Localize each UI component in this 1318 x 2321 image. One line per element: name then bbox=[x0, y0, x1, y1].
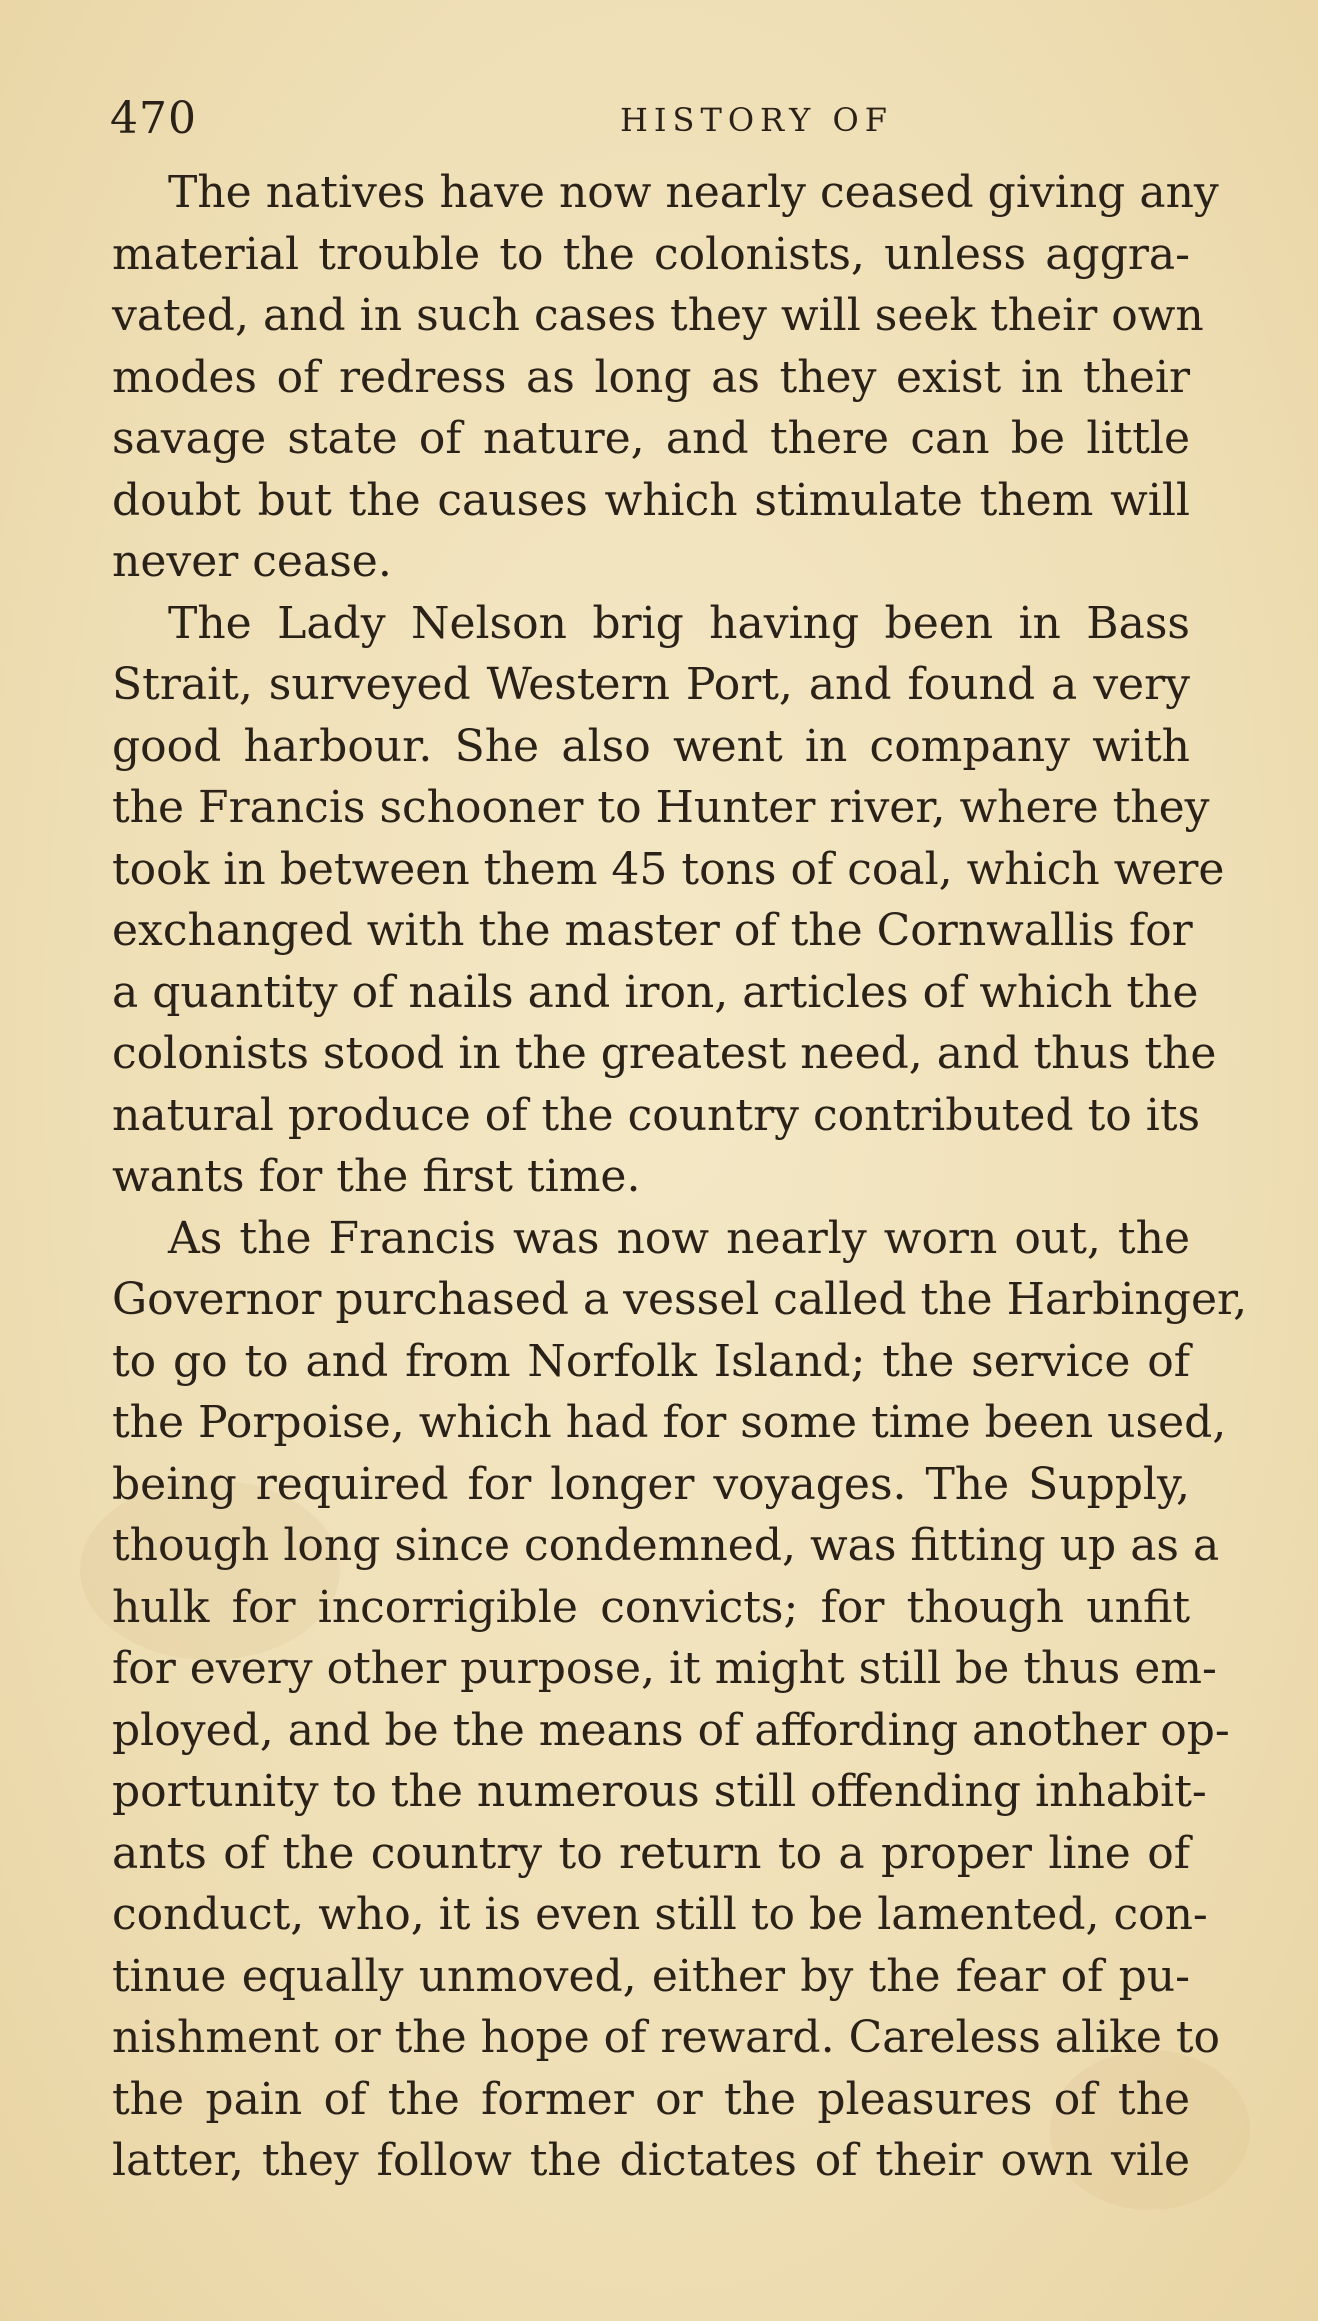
text-line: a quantity of nails and iron, articles of which the bbox=[112, 966, 1199, 1018]
text-line: took in between them 45 tons of coal, which were bbox=[112, 843, 1225, 895]
text-line: colonists stood in the greatest need, and thus the bbox=[112, 1028, 1217, 1079]
text-line: savage state of nature, and there can be little bbox=[112, 413, 1190, 464]
text-line: vated, and in such cases they will seek their own bbox=[112, 290, 1204, 341]
text-line: The Lady Nelson brig having been in Bass bbox=[168, 597, 1190, 649]
text-line: material trouble to the colonists, unless aggra- bbox=[112, 228, 1190, 280]
text-line: portunity to the numerous still offending inhabit- bbox=[112, 1766, 1207, 1817]
text-line: latter, they follow the dictates of their own vile bbox=[112, 2135, 1190, 2186]
text-line: the Porpoise, which had for some time been used, bbox=[112, 1397, 1227, 1448]
text-line: tinue equally unmoved, either by the fear of pu- bbox=[112, 1950, 1190, 2002]
page-header bbox=[110, 93, 1200, 153]
text-line: doubt but the causes which stimulate them will bbox=[112, 474, 1190, 526]
text-line: the pain of the former or the pleasures of the bbox=[112, 2073, 1190, 2125]
text-line: never cease. bbox=[112, 536, 392, 587]
text-line: conduct, who, it is even still to be lamented, con- bbox=[112, 1889, 1208, 1940]
text-line: ployed, and be the means of affording another op- bbox=[112, 1704, 1230, 1756]
text-line: Strait, surveyed Western Port, and found a very bbox=[112, 659, 1190, 710]
text-line: to go to and from Norfolk Island; the service of bbox=[112, 1335, 1190, 1387]
text-line: As the Francis was now nearly worn out, the bbox=[168, 1212, 1190, 1264]
body-text bbox=[112, 162, 1248, 2192]
text-line: the Francis schooner to Hunter river, where they bbox=[112, 782, 1210, 833]
page-number: 470 bbox=[110, 93, 197, 144]
text-line: ants of the country to return to a proper line of bbox=[112, 1827, 1190, 1879]
running-head: HISTORY OF bbox=[620, 101, 893, 139]
text-line: nishment or the hope of reward. Careless alike to bbox=[112, 2012, 1221, 2063]
text-line: Governor purchased a vessel called the Harbinger, bbox=[112, 1274, 1248, 1325]
text-line: good harbour. She also went in company with bbox=[112, 720, 1190, 772]
text-line: hulk for incorrigible convicts; for though unfit bbox=[112, 1581, 1190, 1633]
text-line: The natives have now nearly ceased giving any bbox=[168, 167, 1219, 218]
text-line: modes of redress as long as they exist in their bbox=[112, 351, 1190, 403]
text-line: for every other purpose, it might still be thus em- bbox=[112, 1643, 1217, 1694]
text-line: wants for the first time. bbox=[112, 1151, 641, 1202]
text-line: though long since condemned, was fitting up as a bbox=[112, 1520, 1220, 1571]
text-line: exchanged with the master of the Cornwallis for bbox=[112, 905, 1193, 956]
text-line: being required for longer voyages. The Supply, bbox=[112, 1458, 1190, 1510]
text-line: natural produce of the country contributed to its bbox=[112, 1089, 1201, 1141]
